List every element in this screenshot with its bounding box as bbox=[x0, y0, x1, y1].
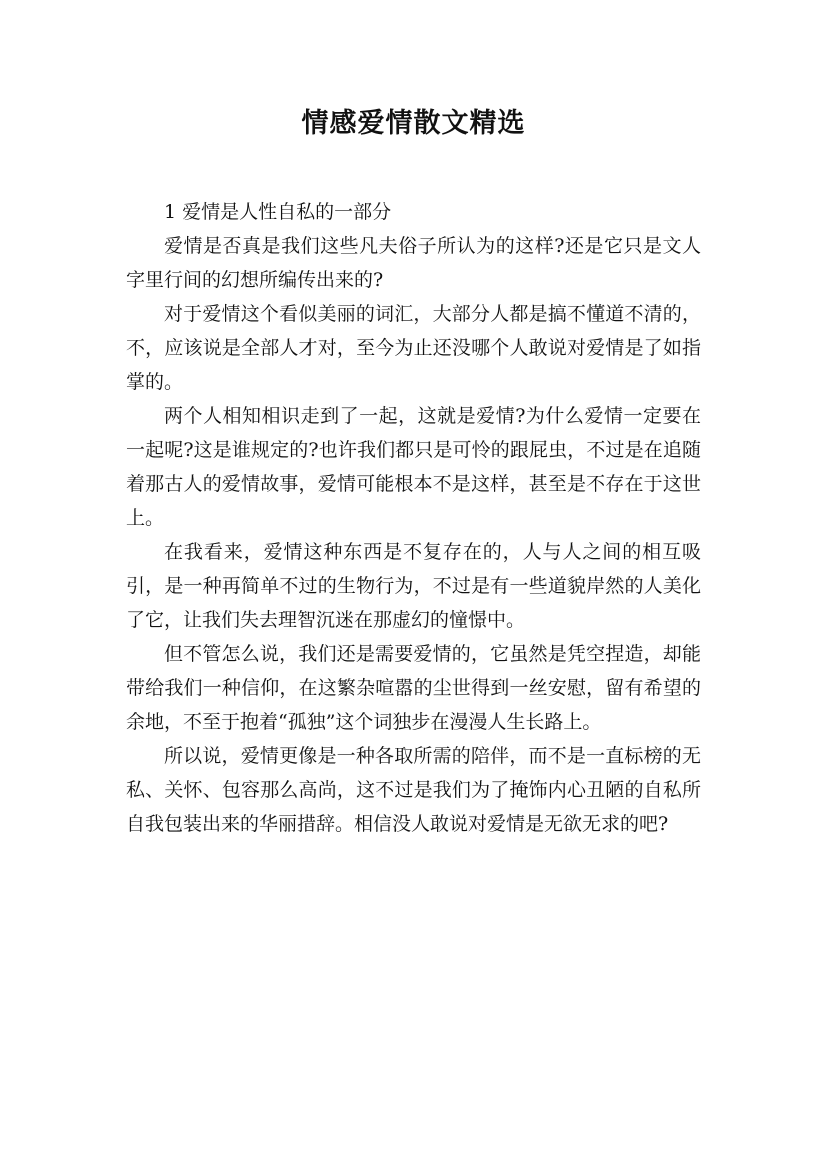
paragraph: 两个人相知相识走到了一起，这就是爱情?为什么爱情一定要在一起呢?这是谁规定的?也许我们都只是可怜的跟屁虫，不过是在追随着那古人的爱情故事，爱情可能根本不是这样，甚至是不存在于这世上。 bbox=[126, 405, 701, 529]
document-body bbox=[126, 195, 701, 841]
paragraph: 在我看来，爱情这种东西是不复存在的，人与人之间的相互吸引，是一种再简单不过的生物行为，不过是有一些道貌岸然的人美化了它，让我们失去理智沉迷在那虚幻的憧憬中。 bbox=[126, 541, 701, 631]
paragraph: 爱情是否真是我们这些凡夫俗子所认为的这样?还是它只是文人字里行间的幻想所编传出来的? bbox=[126, 235, 701, 291]
paragraph: 但不管怎么说，我们还是需要爱情的，它虽然是凭空捏造，却能带给我们一种信仰，在这繁杂喧嚣的尘世得到一丝安慰，留有希望的余地，不至于抱着“孤独”这个词独步在漫漫人生长路上。 bbox=[126, 643, 701, 733]
section-heading: 1 爱情是人性自私的一部分 bbox=[164, 201, 392, 223]
document-title: 情感爱情散文精选 bbox=[301, 108, 526, 139]
paragraph: 对于爱情这个看似美丽的词汇，大部分人都是搞不懂道不清的，不，应该说是全部人才对，至今为止还没哪个人敢说对爱情是了如指掌的。 bbox=[126, 303, 701, 393]
paragraph: 所以说，爱情更像是一种各取所需的陪伴，而不是一直标榜的无私、关怀、包容那么高尚，这不过是我们为了掩饰内心丑陋的自私所自我包装出来的华丽措辞。相信没人敢说对爱情是无欲无求的吧? bbox=[126, 745, 701, 835]
